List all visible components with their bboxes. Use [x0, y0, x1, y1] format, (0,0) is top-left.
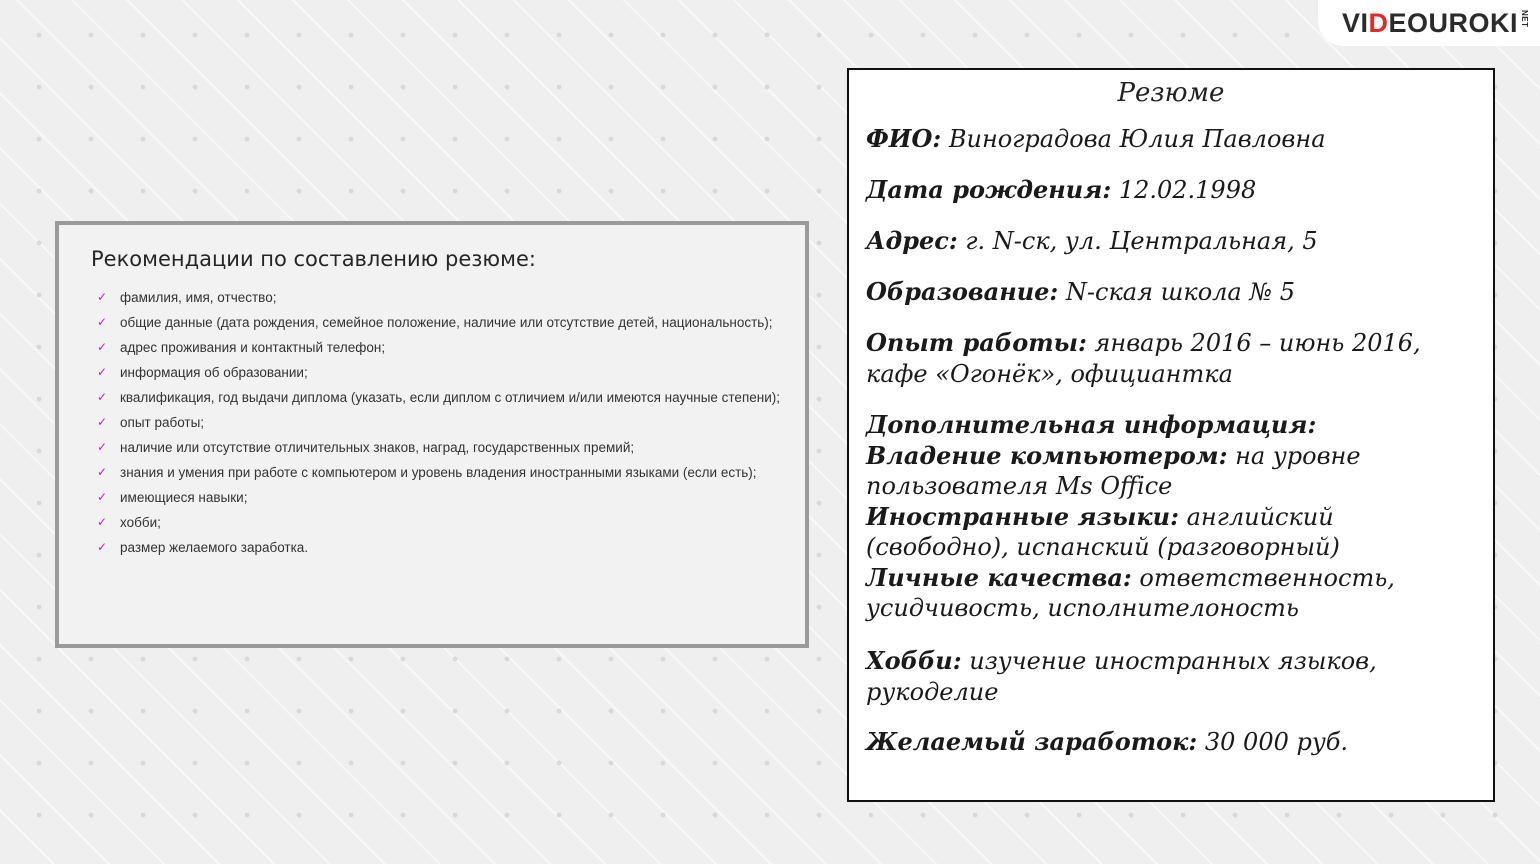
list-item [97, 510, 787, 535]
list-item-text: размер желаемого заработка. [120, 540, 309, 555]
logo-text-accent: D [1368, 7, 1389, 38]
check-icon: ✓ [97, 465, 108, 479]
recommendations-list [97, 285, 787, 560]
check-icon: ✓ [97, 365, 108, 379]
check-icon: ✓ [97, 440, 108, 454]
check-icon: ✓ [97, 290, 108, 304]
list-item [97, 310, 787, 335]
languages-label: Иностранные языки: [866, 501, 1179, 531]
videouroki-logo[interactable] [1318, 0, 1540, 46]
list-item [97, 410, 787, 435]
list-item-text: опыт работы; [120, 415, 205, 430]
address-value: г. N-ск, ул. Центральная, 5 [965, 227, 1318, 255]
resume-address [866, 226, 1486, 257]
hobby-value-1: изучение иностранных языков, [969, 647, 1377, 675]
resume-education [866, 277, 1486, 308]
list-item-text: имеющиеся навыки; [120, 490, 248, 505]
fio-label: ФИО: [866, 124, 942, 153]
qualities-value-1: ответственность, [1139, 563, 1395, 592]
list-item-text: фамилия, имя, отчество; [120, 290, 277, 305]
list-item [97, 485, 787, 510]
list-item [97, 385, 787, 410]
list-item-text: хобби; [120, 515, 161, 530]
birth-value: 12.02.1998 [1118, 176, 1257, 204]
salary-value: 30 000 руб. [1204, 728, 1349, 756]
resume-experience [866, 328, 1486, 389]
list-item-text: знания и умения при работе с компьютером и уровень владения иностранными языками (если есть); [120, 465, 757, 480]
list-item [97, 435, 787, 460]
list-item-text: наличие или отсутствие отличительных знаков, наград, государственных премий; [120, 440, 635, 455]
hobby-label: Хобби: [866, 646, 962, 675]
computer-value-2: пользователя Ms Office [866, 472, 1173, 500]
check-icon: ✓ [97, 340, 108, 354]
recommendations-panel [55, 221, 809, 648]
resume-card [847, 68, 1495, 802]
languages-value-2: (свободно), испанский (разговорный) [866, 533, 1340, 561]
resume-fio [866, 124, 1486, 155]
education-value: N-ская школа № 5 [1065, 278, 1295, 306]
qualities-value-2: усидчивость, исполнителоность [866, 594, 1299, 622]
birth-label: Дата рождения: [866, 175, 1112, 204]
additional-label: Дополнительная информация: [866, 410, 1317, 439]
list-item-text: информация об образовании; [120, 365, 308, 380]
computer-value-1: на уровне [1235, 441, 1361, 470]
check-icon: ✓ [97, 490, 108, 504]
logo-text-2: EOUROKI [1388, 7, 1519, 38]
recommendations-title: Рекомендации по составлению резюме: [91, 247, 536, 271]
salary-label: Желаемый заработок: [866, 727, 1198, 756]
resume-hobby [866, 646, 1486, 707]
resume-title: Резюме [1117, 78, 1225, 108]
hobby-value-2: рукоделие [866, 677, 999, 706]
qualities-label: Личные качества: [866, 562, 1132, 592]
list-item [97, 285, 787, 310]
education-label: Образование: [866, 277, 1059, 306]
resume-salary [866, 727, 1486, 758]
fio-value: Виноградова Юлия Павловна [948, 125, 1326, 153]
computer-label: Владение компьютером: [866, 440, 1228, 470]
experience-label: Опыт работы: [866, 328, 1087, 357]
list-item [97, 460, 787, 485]
list-item [97, 360, 787, 385]
logo-text-1: VI [1342, 7, 1369, 38]
check-icon: ✓ [97, 515, 108, 529]
list-item-text: адрес проживания и контактный телефон; [120, 340, 386, 355]
list-item [97, 335, 787, 360]
resume-additional [866, 410, 1486, 624]
languages-value-1: английский [1186, 502, 1334, 531]
address-label: Адрес: [866, 226, 958, 255]
list-item [97, 535, 787, 560]
resume-birth [866, 175, 1486, 206]
check-icon: ✓ [97, 390, 108, 404]
list-item-text: квалификация, год выдачи диплома (указать, если диплом с отличием и/или имеются научные степени); [120, 390, 781, 405]
check-icon: ✓ [97, 315, 108, 329]
logo-suffix: NET [1520, 10, 1530, 28]
experience-value-2: кафе «Огонёк», официантка [866, 359, 1233, 388]
list-item-text: общие данные (дата рождения, семейное положение, наличие или отсутствие детей, национальность); [120, 315, 773, 330]
experience-value-1: январь 2016 – июнь 2016, [1094, 329, 1421, 357]
check-icon: ✓ [97, 415, 108, 429]
check-icon: ✓ [97, 540, 108, 554]
